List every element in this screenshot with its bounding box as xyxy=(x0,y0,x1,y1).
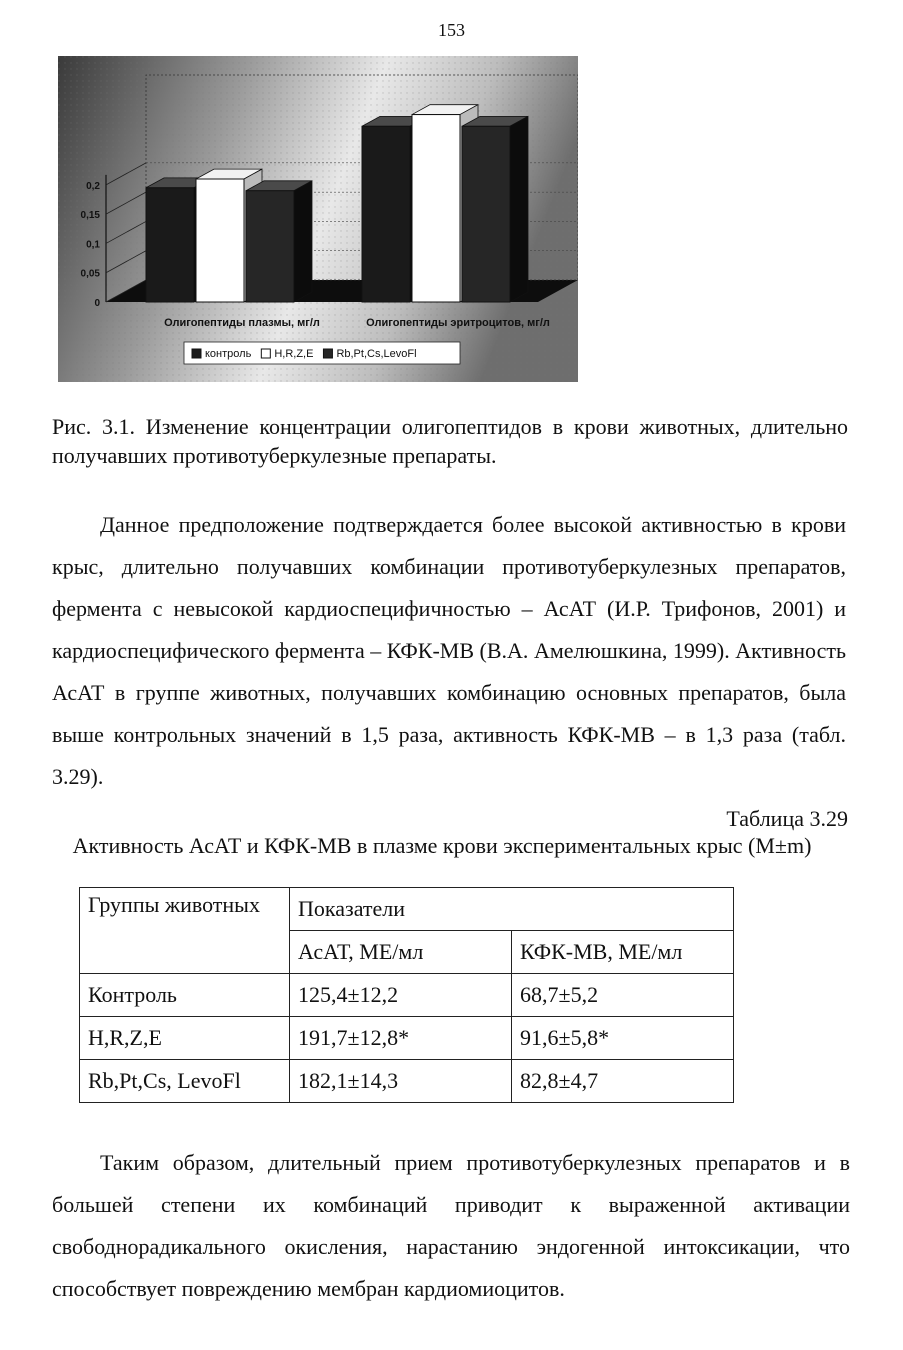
y-tick-label: 0,05 xyxy=(80,268,100,280)
enzyme-activity-table xyxy=(79,887,734,1103)
table-label: Таблица 3.29 xyxy=(726,806,848,831)
bar xyxy=(246,181,312,302)
group-cell: H,R,Z,E xyxy=(80,1017,290,1060)
group-cell: Rb,Pt,Cs, LevoFl xyxy=(80,1060,290,1103)
header-indicators-cell: Показатели xyxy=(290,888,734,931)
kfk-cell: 91,6±5,8* xyxy=(512,1017,734,1060)
legend-swatch xyxy=(261,349,270,358)
header-kfk-cell: КФК-МВ, МЕ/мл xyxy=(512,931,734,974)
y-tick-label: 0,1 xyxy=(86,239,100,251)
legend-item xyxy=(323,348,416,360)
legend-swatch xyxy=(323,349,332,358)
group-cell: Контроль xyxy=(80,974,290,1017)
body-paragraph-2: Таким образом, длительный прием противотуберкулезных препаратов и в большей степени их комбинаций приводит к выраженной активации свободнорадикального окисления, нарастанию эндогенной интоксикации, что способствует повреждению мембран кардиомиоцитов. xyxy=(52,1150,850,1301)
page-number: 153 xyxy=(438,20,465,40)
legend-item xyxy=(192,348,252,360)
y-tick-label: 0 xyxy=(94,298,100,309)
table-row xyxy=(80,1017,734,1060)
kfk-cell: 82,8±4,7 xyxy=(512,1060,734,1103)
kfk-cell: 68,7±5,2 xyxy=(512,974,734,1017)
y-tick-label: 0,15 xyxy=(80,210,100,222)
figure-caption: Рис. 3.1. Изменение концентрации олигопептидов в крови животных, длительно получавших противотуберкулезные препараты. xyxy=(52,414,848,468)
table-row xyxy=(80,1060,734,1103)
body-paragraph-1: Данное предположение подтверждается более высокой активностью в крови крыс, длительно получавших комбинации противотуберкулезных препаратов, фермента с невысокой кардиоспецифичностью – АсАТ (И.Р. Трифонов, 2001) и кардиоспецифического фермента – КФК-МВ (В.А. Амелюшкина, 1999). Активность АсАТ в группе животных, получавших комбинацию основных препаратов, была выше контрольных значений в 1,5 раза, активность КФК-МВ – в 1,3 раза (табл. 3.29). xyxy=(52,512,846,789)
header-group-cell: Группы животных xyxy=(80,888,290,974)
bar xyxy=(462,116,528,302)
table-row xyxy=(80,974,734,1017)
legend-swatch xyxy=(192,349,201,358)
table-header-row xyxy=(80,888,734,931)
asat-cell: 125,4±12,2 xyxy=(290,974,512,1017)
bar-chart xyxy=(58,56,578,382)
legend-label: H,R,Z,E xyxy=(274,348,314,360)
x-category-label: Олигопептиды эритроцитов, мг/л xyxy=(366,317,550,329)
y-tick-label: 0,2 xyxy=(86,180,100,192)
x-category-label: Олигопептиды плазмы, мг/л xyxy=(164,317,320,329)
bar-chart-figure xyxy=(58,56,578,382)
table-title: Активность АсАТ и КФК-МВ в плазме крови экспериментальных крыс (М±m) xyxy=(72,833,812,858)
legend-label: Rb,Pt,Cs,LevoFl xyxy=(336,348,417,360)
asat-cell: 182,1±14,3 xyxy=(290,1060,512,1103)
legend-item xyxy=(261,348,313,360)
header-asat-cell: АсАТ, МЕ/мл xyxy=(290,931,512,974)
legend-label: контроль xyxy=(205,348,252,360)
asat-cell: 191,7±12,8* xyxy=(290,1017,512,1060)
